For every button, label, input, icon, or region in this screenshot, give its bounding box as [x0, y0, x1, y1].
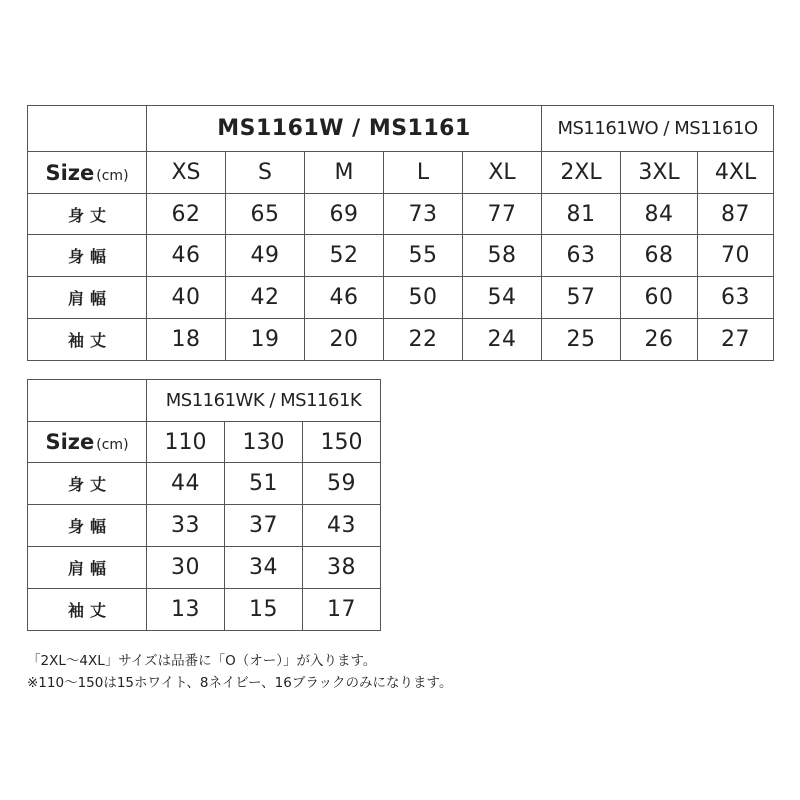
cell: 54 — [463, 277, 542, 319]
cell: 46 — [147, 235, 226, 277]
cell: 77 — [463, 194, 542, 235]
cell: 42 — [226, 277, 305, 319]
cell: 69 — [305, 194, 384, 235]
size-3xl: 3XL — [621, 152, 698, 194]
cell: 81 — [542, 194, 621, 235]
size-150: 150 — [303, 422, 381, 463]
note-kids-colors: ※110〜150は15ホワイト、8ネイビー、16ブラックのみになります。 — [27, 675, 453, 691]
size-unit: (cm) — [96, 167, 129, 184]
cell: 63 — [698, 277, 774, 319]
size-s: S — [226, 152, 305, 194]
table-row — [28, 235, 774, 277]
model-header-row — [28, 380, 381, 422]
cell: 33 — [147, 505, 225, 547]
size-label: Size — [45, 160, 95, 185]
row-label-body-width: 身幅 — [28, 235, 147, 277]
cell: 38 — [303, 547, 381, 589]
size-xl: XL — [463, 152, 542, 194]
size-4xl: 4XL — [698, 152, 774, 194]
cell: 34 — [225, 547, 303, 589]
size-unit: (cm) — [96, 437, 129, 453]
size-header-row — [28, 152, 774, 194]
cell: 60 — [621, 277, 698, 319]
size-label-cell — [28, 422, 147, 463]
cell: 51 — [225, 463, 303, 505]
table-row — [28, 589, 381, 631]
cell: 63 — [542, 235, 621, 277]
corner-cell — [28, 106, 147, 152]
size-header-row — [28, 422, 381, 463]
cell: 57 — [542, 277, 621, 319]
cell: 24 — [463, 319, 542, 361]
size-table-kids — [27, 379, 381, 631]
cell: 13 — [147, 589, 225, 631]
cell: 18 — [147, 319, 226, 361]
cell: 65 — [226, 194, 305, 235]
cell: 70 — [698, 235, 774, 277]
row-label-shoulder-width: 肩幅 — [28, 547, 147, 589]
table-row — [28, 319, 774, 361]
size-2xl: 2XL — [542, 152, 621, 194]
corner-cell — [28, 380, 147, 422]
cell: 22 — [384, 319, 463, 361]
size-label: Size — [45, 430, 95, 454]
cell: 43 — [303, 505, 381, 547]
cell: 44 — [147, 463, 225, 505]
cell: 46 — [305, 277, 384, 319]
cell: 27 — [698, 319, 774, 361]
cell: 26 — [621, 319, 698, 361]
row-label-sleeve-length: 袖丈 — [28, 589, 147, 631]
table-row — [28, 463, 381, 505]
cell: 55 — [384, 235, 463, 277]
note-size-suffix: 「2XL〜4XL」サイズは品番に「O（オー）」が入ります。 — [27, 653, 377, 669]
cell: 37 — [225, 505, 303, 547]
row-label-body-length: 身丈 — [28, 194, 147, 235]
table-row — [28, 505, 381, 547]
cell: 59 — [303, 463, 381, 505]
size-table-adult — [27, 105, 774, 361]
cell: 49 — [226, 235, 305, 277]
cell: 84 — [621, 194, 698, 235]
model-group-kids: MS1161WK / MS1161K — [147, 380, 381, 422]
cell: 50 — [384, 277, 463, 319]
notes — [27, 650, 452, 694]
size-l: L — [384, 152, 463, 194]
cell: 58 — [463, 235, 542, 277]
cell: 15 — [225, 589, 303, 631]
model-header-row — [28, 106, 774, 152]
row-label-body-width: 身幅 — [28, 505, 147, 547]
cell: 30 — [147, 547, 225, 589]
row-label-sleeve-length: 袖丈 — [28, 319, 147, 361]
cell: 68 — [621, 235, 698, 277]
table-row — [28, 547, 381, 589]
size-110: 110 — [147, 422, 225, 463]
table-row — [28, 277, 774, 319]
cell: 40 — [147, 277, 226, 319]
size-label-cell — [28, 152, 147, 194]
row-label-shoulder-width: 肩幅 — [28, 277, 147, 319]
model-group-standard: MS1161W / MS1161 — [147, 106, 542, 152]
size-m: M — [305, 152, 384, 194]
cell: 17 — [303, 589, 381, 631]
cell: 73 — [384, 194, 463, 235]
row-label-body-length: 身丈 — [28, 463, 147, 505]
cell: 87 — [698, 194, 774, 235]
cell: 20 — [305, 319, 384, 361]
cell: 52 — [305, 235, 384, 277]
model-group-large: MS1161WO / MS1161O — [542, 106, 774, 152]
cell: 62 — [147, 194, 226, 235]
size-xs: XS — [147, 152, 226, 194]
table-row — [28, 194, 774, 235]
cell: 19 — [226, 319, 305, 361]
cell: 25 — [542, 319, 621, 361]
size-130: 130 — [225, 422, 303, 463]
